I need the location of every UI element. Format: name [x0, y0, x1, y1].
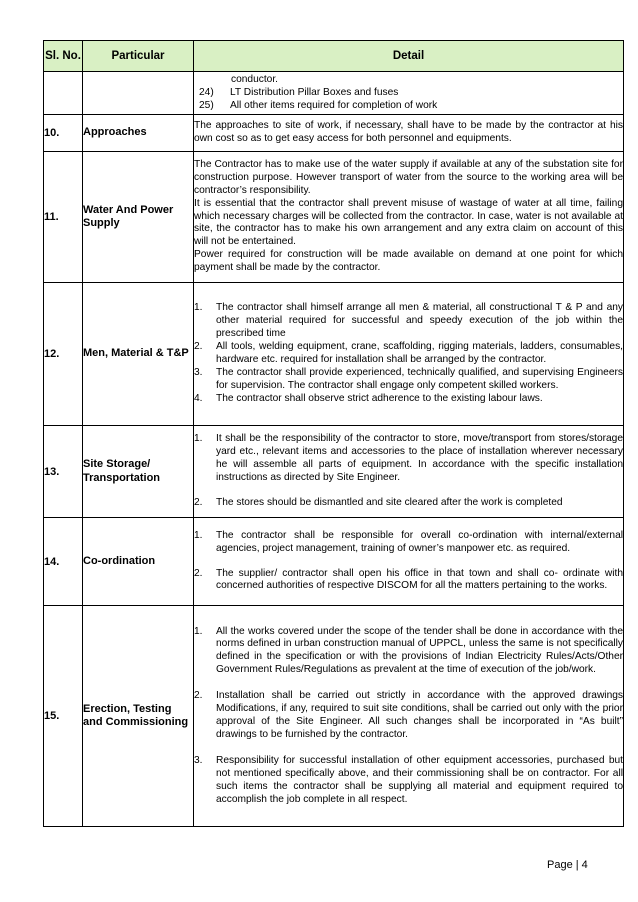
table-row-15 — [44, 606, 624, 827]
particular-cell: Men, Material & T&P — [83, 283, 194, 426]
table-row-12 — [44, 283, 624, 426]
list-item: 2. The supplier/ contractor shall open his office in that town and shall co- ordinate with concerned authorities of respective DISCOM for all the matters pertaining to the works. — [194, 567, 623, 592]
detail-text: The approaches to site of work, if necessary, shall have to be made by the contractor at his own cost so as to get easy access for both personnel and equipments. — [194, 120, 623, 144]
table-row-10 — [44, 115, 624, 152]
header-sl: Sl. No. — [44, 41, 83, 72]
list-item: 1. It shall be the responsibility of the contractor to store, move/transport from stores/storage yard etc., relevant items and accessories to the place of installation wherever necessary he will assemble all parts of equipment. In accordance with the specific installation instructions as directed by Site Engineer. — [194, 433, 623, 483]
sl-cell: 11. — [44, 152, 83, 283]
detail-paragraph: It is essential that the contractor shall prevent misuse of wastage of water at all time, failing which necessary charges will be collected from the contractor. In case, water is not available at site, the contractor has to make his own arrangement and any extra claim on account of this will not be entertained. — [194, 197, 623, 248]
list-item: 24) LT Distribution Pillar Boxes and fuses — [199, 87, 399, 99]
sl-cell: 15. — [44, 606, 83, 827]
particular-cell: Co-ordination — [83, 518, 194, 606]
sl-cell: 13. — [44, 426, 83, 518]
sl-cell — [44, 72, 83, 115]
header-row — [44, 41, 624, 72]
detail-cell — [194, 606, 624, 827]
list-item: 2. The stores should be dismantled and site cleared after the work is completed — [194, 496, 563, 508]
detail-cell — [194, 152, 624, 283]
list-item: 25) All other items required for completion of work — [199, 99, 438, 111]
detail-cell — [194, 115, 624, 152]
particular-cell — [83, 72, 194, 115]
table-row-continuation — [44, 72, 624, 115]
sl-cell: 14. — [44, 518, 83, 606]
list-item: 1. All the works covered under the scope of the tender shall be done in accordance with the norms defined in urban construction manual of UPPCL, unless the same is not specifically defined in the specification or with the provisions of Indian Electricity Rules/Acts/Other Government Rules/Regulations as prevalent at the time of execution of the job/work. — [194, 625, 623, 676]
page-number: Page | 4 — [547, 859, 588, 871]
table-row-11 — [44, 152, 624, 283]
detail-cell — [194, 283, 624, 426]
list-item: 3. Responsibility for successful installation of other equipment accessories, purchased but not mentioned specifically above, and their commissioning shall be on contractor. For all such items the contractor shall be supplying all material and equipment required to accomplish the job complete in all respect. — [194, 754, 623, 805]
header-particular: Particular — [83, 41, 194, 72]
list-item: 2. Installation shall be carried out strictly in accordance with the approved drawings Modifications, if any, required to suit site conditions, shall be carried out only with the prior approval of the Site Engineer. All such changes shall be incorporated in “As built” drawings to be furnished by the contractor. — [194, 690, 623, 740]
particular-cell: Water And Power Supply — [83, 152, 194, 283]
list-item: 3. The contractor shall provide experienced, technically qualified, and supervising Engineers for supervision. The contractor shall engage only competent skilled workers. — [194, 366, 623, 391]
particular-cell: Erection, Testing and Commissioning — [83, 606, 194, 827]
list-item: conductor. — [231, 74, 279, 86]
list-item: 2. All tools, welding equipment, crane, scaffolding, rigging materials, ladders, consumables, hardware etc. required for installation shall be arranged by the contractor. — [194, 341, 623, 365]
header-detail: Detail — [194, 41, 624, 72]
detail-cell — [194, 518, 624, 606]
list-item: 1. The contractor shall be responsible for overall co-ordination with internal/external agencies, project management, training of owner’s manpower etc. as required. — [194, 529, 623, 554]
detail-paragraph: The Contractor has to make use of the water supply if available at any of the substation site for construction purpose. However transport of water from the source to the working area will be contractor’s responsibility. — [194, 158, 623, 196]
spec-table — [43, 40, 624, 827]
detail-paragraph: Power required for construction will be made available on demand at one point for which payment shall be made by the contractor. — [194, 249, 623, 274]
list-item: 4. The contractor shall observe strict adherence to the existing labour laws. — [194, 392, 543, 404]
particular-cell: Approaches — [83, 115, 194, 152]
list-item: 1. The contractor shall himself arrange all men & material, all constructional T & P and any other material required for successful and speedy execution of the job within the prescribed time — [194, 302, 623, 340]
table-row-13 — [44, 426, 624, 518]
sl-cell: 12. — [44, 283, 83, 426]
detail-cell — [194, 426, 624, 518]
table-row-14 — [44, 518, 624, 606]
detail-cell — [194, 72, 624, 115]
particular-cell: Site Storage/ Transportation — [83, 426, 194, 518]
sl-cell: 10. — [44, 115, 83, 152]
